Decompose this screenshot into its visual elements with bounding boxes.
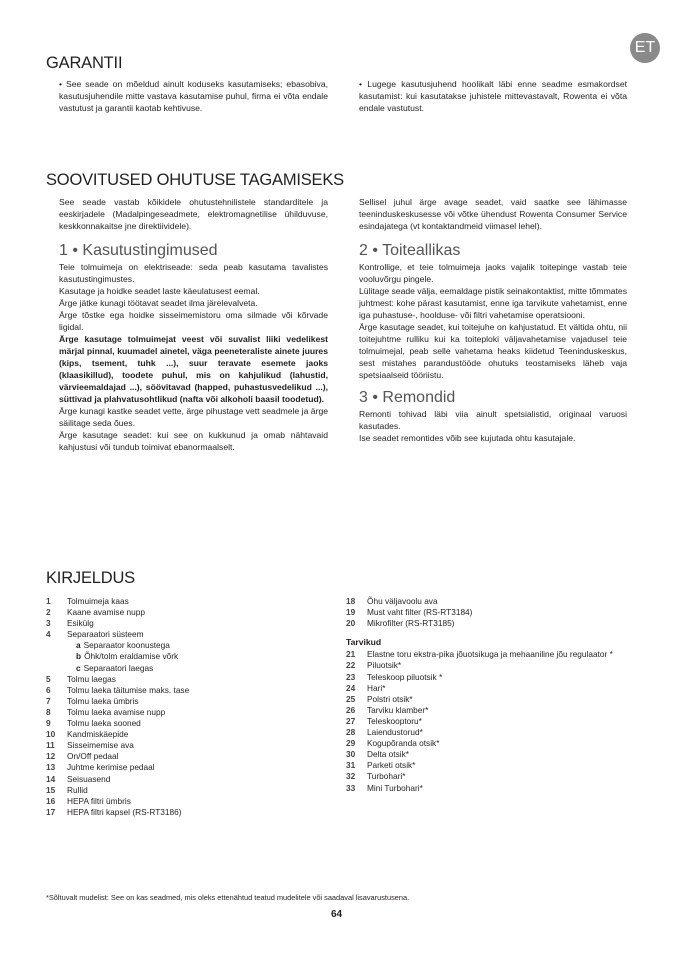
list-item: [346, 694, 628, 705]
item-number: 31: [346, 760, 356, 771]
sub-item-label: Separaatori laegas: [83, 662, 154, 673]
sub-list-item: [46, 651, 326, 662]
item-label: Piluotsik*: [367, 660, 402, 671]
language-badge: ET: [630, 33, 660, 63]
list-item: [346, 749, 628, 760]
list-item: [46, 674, 326, 685]
list-item: [46, 596, 326, 607]
item-number: 24: [346, 682, 356, 693]
item-label: Tolmu laegas: [67, 673, 116, 684]
s2-paragraph: Kontrollige, et teie tolmuimeja jaoks vajalik toitepinge vastab teie vooluvõrgu pingele.: [359, 262, 627, 284]
item-number: 6: [46, 684, 51, 695]
item-number: 9: [46, 718, 51, 729]
item-label: Mini Turbohari*: [367, 782, 423, 793]
item-label: Kandmiskäepide: [67, 729, 129, 740]
item-number: 3: [46, 618, 51, 629]
item-label: Tolmu laeka sooned: [67, 718, 141, 729]
s3-paragraph: Ise seadet remontides võib see kujutada ohtu kasutajale.: [359, 433, 576, 443]
sub-list-item: [46, 640, 326, 651]
item-label: Kogupõranda otsik*: [367, 738, 440, 749]
list-item: [346, 596, 628, 607]
list-item: [46, 618, 326, 629]
list-item: [46, 774, 326, 785]
list-item: [346, 738, 628, 749]
list-item: [346, 672, 628, 683]
safety-right-column: [359, 196, 627, 444]
list-item: [346, 783, 628, 794]
s1-paragraph: Teie tolmuimeja on elektriseade: seda peab kasutama tavalistes kasutustingimustes.: [59, 262, 328, 284]
item-number: 8: [46, 706, 51, 717]
item-label: Elastne toru ekstra-pika jõuotsikuga ja mehaaniline jõu regulaator *: [367, 649, 613, 660]
item-number: 17: [46, 806, 56, 817]
safety-intro-right: Sellisel juhul ärge avage seadet, vaid saatke see lähimasse teeninduskeskusesse või võtke ühendust Rowenta Consumer Service esindajatega (vt kontaktandmeid viimasel lehel).: [359, 197, 627, 231]
page-number: 64: [330, 909, 343, 920]
item-label: Esikülg: [67, 618, 94, 629]
item-number: 28: [346, 727, 356, 738]
item-number: 29: [346, 738, 356, 749]
section-1-title: 1 • Kasutustingimused: [59, 242, 218, 259]
item-number: 30: [346, 749, 356, 760]
item-number: 4: [46, 629, 51, 640]
item-label: Tolmuimeja kaas: [67, 596, 129, 606]
s1-paragraph: Ärge tõstke ega hoidke sisseimemistoru oma silmade või kõrvade ligidal.: [59, 310, 328, 332]
item-number: 11: [46, 740, 55, 751]
item-label: Mikrofilter (RS-RT3185): [367, 618, 455, 629]
item-number: 2: [46, 607, 51, 618]
list-item: [346, 771, 628, 782]
sub-item-letter: b: [76, 651, 82, 662]
item-label: Juhtme kerimise pedaal: [67, 762, 155, 773]
list-item: [346, 760, 628, 771]
list-item: [46, 629, 326, 640]
section-3-title: 3 • Remondid: [359, 389, 456, 406]
item-label: Teleskoop piluotsik *: [367, 671, 443, 682]
item-label: HEPA filtri ümbris: [67, 795, 131, 806]
item-number: 19: [346, 607, 356, 618]
list-item: [46, 707, 326, 718]
item-label: Laiendustorud*: [367, 727, 423, 738]
sub-item-letter: c: [76, 662, 81, 673]
s1-paragraph: Ärge jätke kunagi töötavat seadet ilma järelevalveta.: [59, 298, 258, 308]
item-label: Tarviku klamber*: [367, 704, 429, 715]
item-number: 14: [46, 773, 56, 784]
list-item: [346, 683, 628, 694]
s1-warning-bold: Ärge kasutage tolmuimejat veest või suvalist liiki vedelikest märjal pinnal, kuumadel ainetel, väga peeneteraliste ainete juures (kips, tsement, tuhk ...), suur teravate esemete jaoks (klaasikillud), toodete puhul, mis on kahjulikud (lahustid, värvieemaldajad ...), söövitavad (happed, puhastusvedelikud ...), süttivad ja plahvatusohtlikud (nafta või alkoholi baasil toodetud).: [59, 334, 328, 404]
list-item: [46, 751, 326, 762]
s2-paragraph: Lülitage seade välja, eemaldage pistik seinakontaktist, mitte tõmmates juhtmest: kohe pärast kasutamist, enne iga tarvikute vahetamist, enne iga puhastuse-, hoolduse- või filtri vahetamise operatsiooni.: [359, 286, 627, 320]
item-label: On/Off pedaal: [67, 751, 119, 762]
list-item: [346, 618, 628, 629]
item-label: Polstri otsik*: [367, 693, 413, 704]
garantii-left-text: • See seade on mõeldud ainult koduseks kasutamiseks; ebasobiva, kasutusjuhendile mitte vastava kasutamise puhul, firma ei võta endale vastutust ja garantii kaotab kehtivuse.: [59, 79, 328, 113]
safety-title: SOOVITUSED OHUTUSE TAGAMISEKS: [46, 171, 344, 189]
item-number: 16: [46, 795, 56, 806]
parts-list-right: [346, 596, 628, 794]
list-item: [46, 740, 326, 751]
kirjeldus-title: KIRJELDUS: [46, 569, 135, 587]
sub-list-item: [46, 663, 326, 674]
item-label: Teleskooptoru*: [367, 715, 422, 726]
item-number: 33: [346, 782, 356, 793]
garantii-title: GARANTII: [46, 54, 123, 72]
item-label: Parketi otsik*: [367, 760, 416, 771]
item-label: Tolmu laeka täitumise maks. tase: [67, 684, 190, 695]
safety-left-column: [59, 196, 328, 453]
list-item: [46, 762, 326, 773]
s3-paragraph: Remonti tohivad läbi viia ainult spetsialistid, originaal varuosi kasutades.: [359, 409, 627, 431]
item-label: Kaane avamise nupp: [67, 607, 145, 618]
list-item: [346, 705, 628, 716]
list-item: [346, 716, 628, 727]
item-number: 18: [346, 596, 356, 606]
item-number: 32: [346, 771, 356, 782]
item-number: 23: [346, 671, 356, 682]
item-label: Seisuasend: [67, 773, 111, 784]
item-number: 27: [346, 715, 356, 726]
item-number: 13: [46, 762, 56, 773]
item-label: Tolmu laeka avamise nupp: [67, 706, 166, 717]
s1-paragraph: Kasutage ja hoidke seadet laste käeulatusest eemal.: [59, 286, 260, 296]
list-item: [346, 649, 628, 660]
sub-item-label: Separaator koonustega: [83, 640, 170, 651]
item-label: Tolmu laeka ümbris: [67, 695, 139, 706]
item-number: 7: [46, 695, 51, 706]
s2-paragraph: Ärge kasutage seadet, kui toitejuhe on kahjustatud. Et vältida ohtu, nii toitejuhtme rulliku kui ka toiteploki väljavahetamise vajadusel teie tolmuimejal, peab selle vahetama heaks kiidetud Teeninduskeskus, sest mistahes parandustööde ohutuks teostamiseks läheb vaja spetsiaalseid tööriistu.: [359, 322, 627, 380]
list-item: [46, 807, 326, 818]
sub-item-letter: a: [76, 640, 81, 651]
item-label: Must vaht filter (RS-RT3184): [367, 607, 473, 618]
item-number: 5: [46, 673, 51, 684]
footnote: *Sõltuvalt mudelist: See on kas seadmed, mis oleks ettenähtud teatud mudelitele või saadaval lisavarustusena.: [46, 893, 410, 902]
item-label: Delta otsik*: [367, 749, 409, 760]
list-item: [346, 727, 628, 738]
list-item: [346, 660, 628, 671]
item-number: 12: [46, 751, 56, 762]
item-label: Rullid: [67, 784, 88, 795]
item-number: 22: [346, 660, 356, 671]
item-number: 25: [346, 693, 356, 704]
item-label: Sisseimemise ava: [67, 740, 134, 751]
parts-list-left: [46, 596, 326, 818]
list-item: [46, 718, 326, 729]
list-item: [46, 729, 326, 740]
item-label: Separaatori süsteem: [67, 629, 144, 640]
list-item: [46, 685, 326, 696]
list-item: [346, 607, 628, 618]
item-label: Turbohari*: [367, 771, 406, 782]
tarvikud-title: Tarvikud: [346, 637, 382, 648]
item-number: 1: [46, 596, 51, 606]
list-item: [46, 696, 326, 707]
s1-paragraph: Ärge kunagi kastke seadet vette, ärge pihustage vett seadmele ja ärge säilitage seda õues.: [59, 406, 328, 428]
sub-item-label: Õhk/tolm eraldamise võrk: [84, 651, 179, 662]
item-label: Õhu väljavoolu ava: [367, 596, 438, 606]
item-number: 15: [46, 784, 56, 795]
item-number: 26: [346, 704, 356, 715]
list-item: [46, 607, 326, 618]
list-item: [46, 785, 326, 796]
s1-paragraph: Ärge kasutage seadet: kui see on kukkunud ja omab nähtavaid kahjustusi või tundub toimivat ebanormaalselt.: [59, 430, 328, 452]
garantii-right-text: • Lugege kasutusjuhend hoolikalt läbi enne seadme esmakordset kasutamist: kui kasutatakse juhistele mittevastavalt, Rowenta ei võta endale vastutust.: [359, 79, 627, 113]
section-2-title: 2 • Toiteallikas: [359, 242, 461, 259]
list-item: [46, 796, 326, 807]
item-label: HEPA filtri kapsel (RS-RT3186): [67, 806, 182, 817]
item-number: 21: [346, 649, 356, 660]
item-number: 10: [46, 729, 56, 740]
item-number: 20: [346, 618, 356, 629]
item-label: Hari*: [367, 682, 386, 693]
safety-intro-left: See seade vastab kõikidele ohutustehnilistele standarditele ja eeskirjadele (Madalpingeseadmete, elektromagnetilise ühilduvuse, keskkonnakaitse jne direktiividele).: [59, 197, 328, 231]
